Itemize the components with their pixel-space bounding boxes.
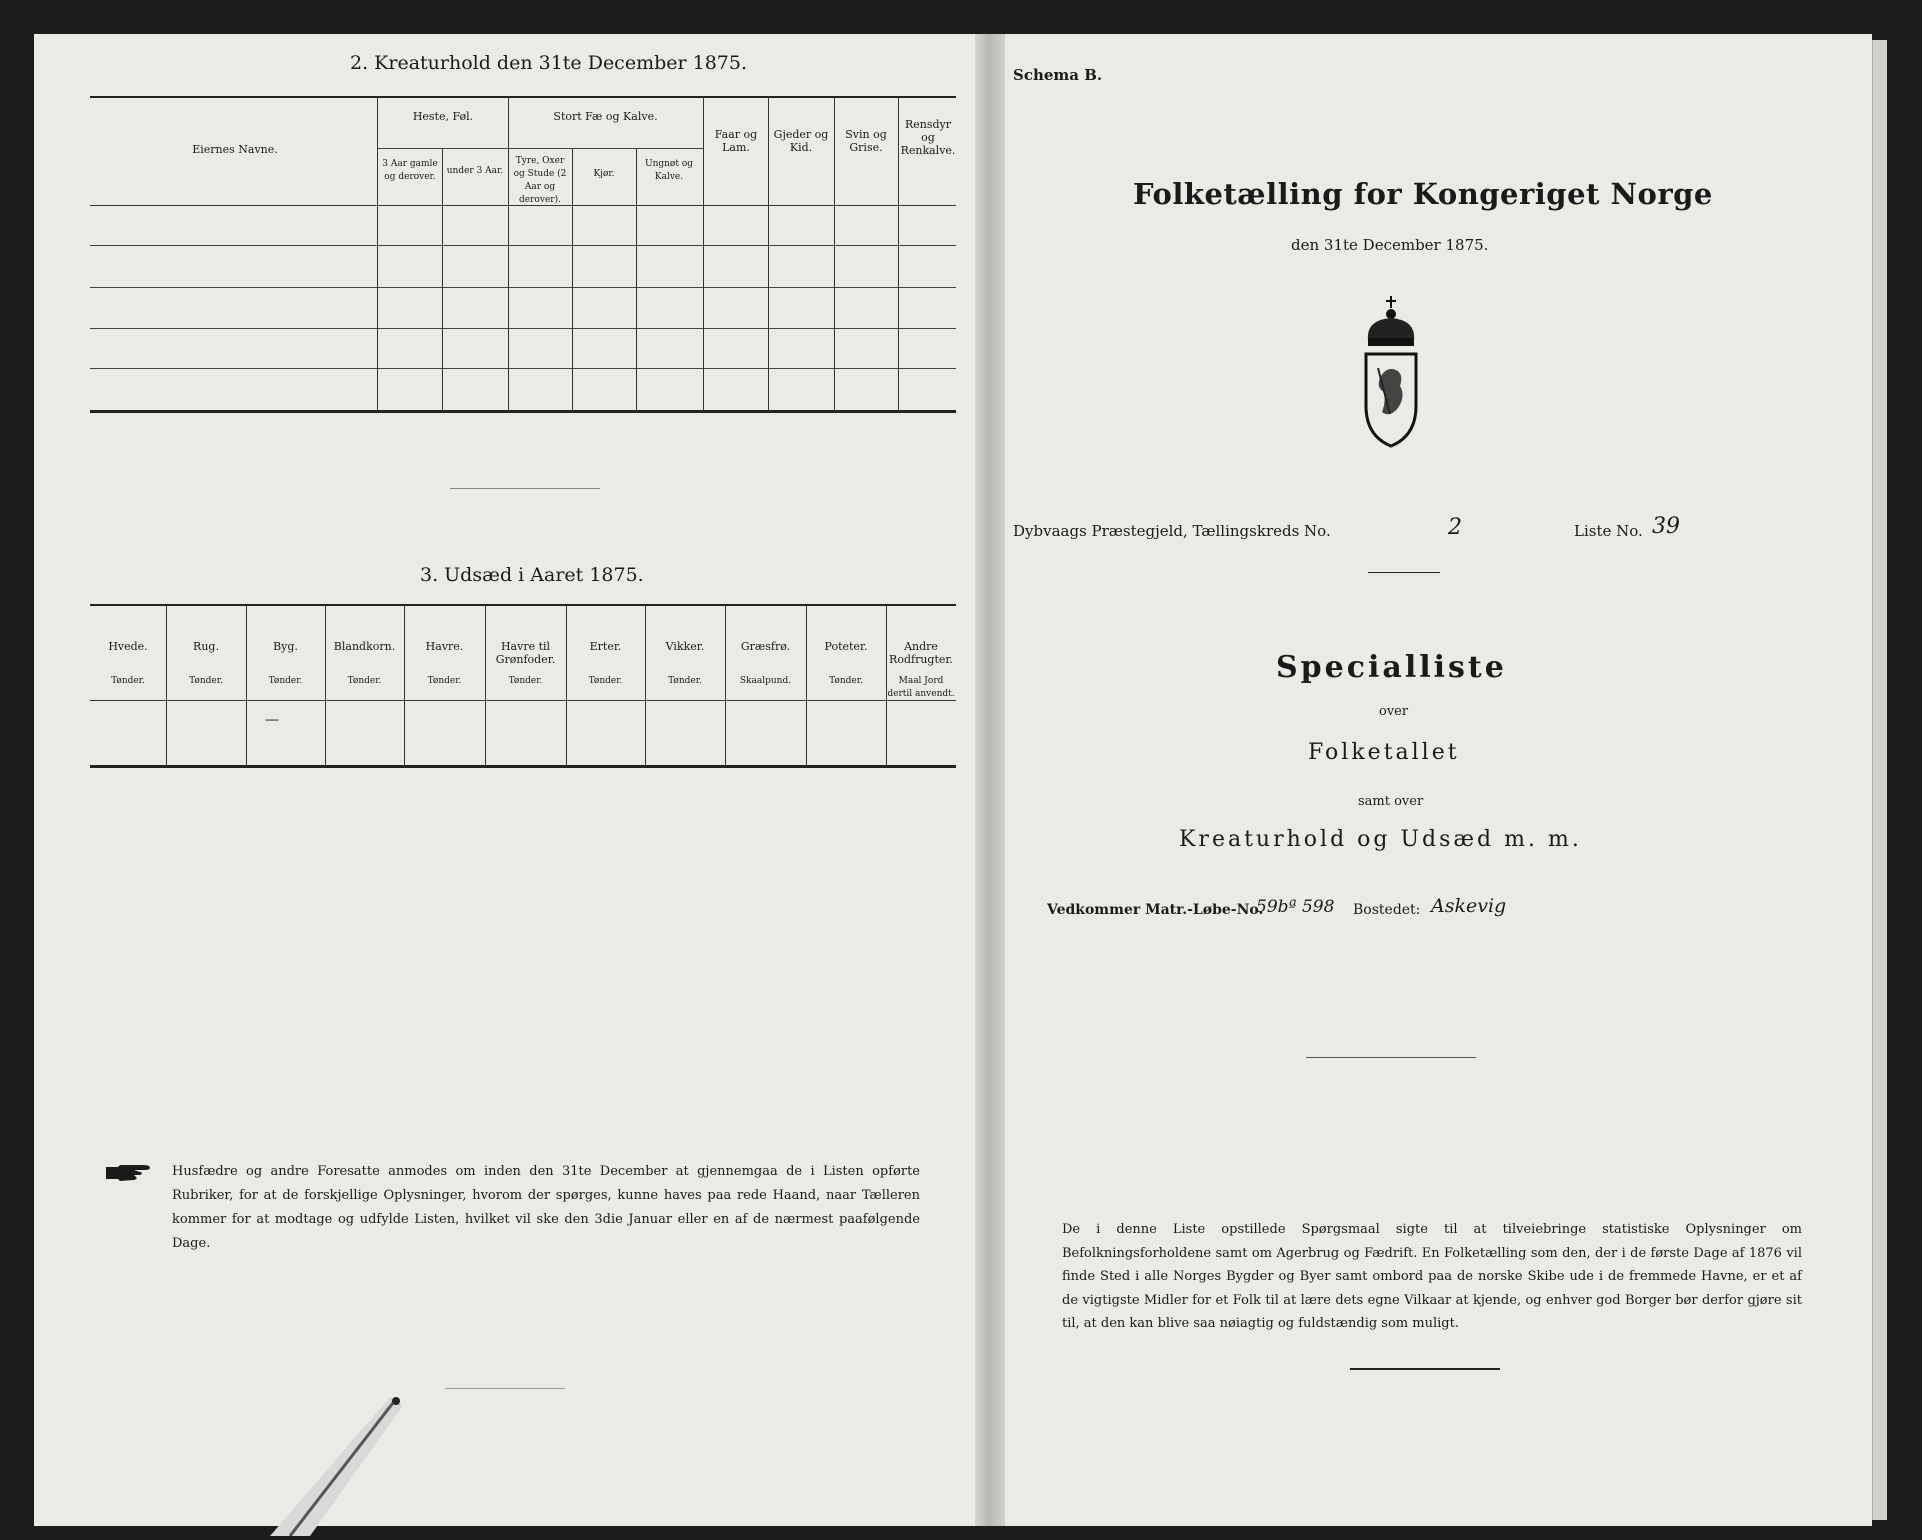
seed-col-unit: Skaalpund. bbox=[739, 676, 792, 686]
seed-col-unit: Tønder. bbox=[668, 676, 702, 686]
seed-col-unit: Tønder. bbox=[189, 676, 223, 686]
pen-tip-icon bbox=[250, 1385, 410, 1536]
seed-col-name: Byg. bbox=[273, 640, 298, 653]
horses-col-1: 3 Aar gamle og derover. bbox=[382, 159, 438, 182]
cattle-col-2: Kjør. bbox=[593, 169, 615, 179]
schema-label: Schema B. bbox=[1013, 66, 1103, 84]
list-label: Liste No. bbox=[1574, 522, 1643, 540]
purpose-paragraph: De i denne Liste opstillede Spørgsmaal sigte til at tilveiebringe statistiske Oplysninger om Befolkningsforholdene samt om Agerbrug og Fædrift. En Folketælling som den, der i de første Dage af 1876 vil finde Sted i alle Norges Bygder og Byer samt ombord paa de norske Skibe ude i de fremmede Havne, er et af de vigtigste Midler for et Folk til at lære dets egne Vilkaar at kjende, og enhver god Borger bør derfor gjøre sit til, at den kan blive saa nøiagtig og fuldstændig som muligt. bbox=[1062, 1222, 1802, 1331]
section2-title: 2. Kreaturhold den 31te December 1875. bbox=[350, 52, 748, 74]
section3-title: 3. Udsæd i Aaret 1875. bbox=[420, 564, 644, 586]
goats-header: Gjeder og Kid. bbox=[773, 128, 829, 154]
seed-col-unit: Tønder. bbox=[588, 676, 623, 686]
census-title: Folketælling for Kongeriget Norge bbox=[1133, 177, 1713, 211]
list-number: 39 bbox=[1652, 514, 1680, 539]
district-number: 2 bbox=[1448, 515, 1462, 540]
seed-col-name: Rug. bbox=[193, 640, 219, 653]
samt-over-label: samt over bbox=[1358, 794, 1424, 809]
bosted-label: Bostedet: bbox=[1353, 902, 1421, 918]
seed-col-unit: Tønder. bbox=[829, 676, 863, 686]
seed-col-unit: Tønder. bbox=[111, 676, 145, 686]
special-list-title: Specialliste bbox=[1276, 650, 1507, 685]
pigs-header: Svin og Grise. bbox=[845, 128, 887, 154]
population-title: Folketallet bbox=[1308, 740, 1460, 765]
seed-col-name: Blandkorn. bbox=[333, 640, 396, 653]
sheep-header: Faar og Lam. bbox=[714, 128, 758, 154]
horses-header: Heste, Føl. bbox=[412, 110, 474, 123]
matr-label: Vedkommer Matr.-Løbe-No. bbox=[1047, 902, 1264, 918]
bosted-value: Askevig bbox=[1431, 895, 1507, 917]
cattle-header: Stort Fæ og Kalve. bbox=[553, 110, 658, 123]
cattle-col-1: Tyre, Oxer og Stude (2 Aar og derover). bbox=[513, 156, 567, 205]
seed-col-unit: Tønder. bbox=[268, 676, 303, 686]
book-spine bbox=[975, 34, 1005, 1526]
seed-col-name: Græsfrø. bbox=[740, 640, 791, 653]
seed-col-unit: Tønder. bbox=[347, 676, 382, 686]
divider-rule bbox=[450, 488, 600, 489]
reindeer-header: Rensdyr og Renkalve. bbox=[900, 118, 956, 157]
seed-col-name: Havre til Grønfoder. bbox=[495, 640, 556, 666]
seed-col-unit: Maal Jord dertil anvendt. bbox=[887, 676, 955, 699]
seed-col-name: Andre Rodfrugter. bbox=[889, 640, 953, 666]
norway-coat-of-arms-icon bbox=[1356, 296, 1426, 448]
notice-text: Husfædre og andre Foresatte anmodes om inden den 31te December at gjennemgaa de i Listen opførte Rubriker, for at de forskjellige Oplysninger, hvorom der spørges, kunne haves paa rede Haand, naar Tælleren kommer for at modtage og udfylde Listen, hvilket vil ske den 3die Januar eller en af de nærmest paafølgende Dage. bbox=[172, 1164, 920, 1251]
matr-value: 59bª 598 bbox=[1256, 897, 1335, 917]
seed-col-name: Erter. bbox=[589, 640, 622, 653]
seed-col-unit: Tønder. bbox=[508, 676, 543, 686]
cattle-col-3: Ungnøt og Kalve. bbox=[644, 159, 693, 182]
seed-col-unit: Tønder. bbox=[427, 676, 462, 686]
owner-name-header: Eiernes Navne. bbox=[192, 143, 278, 156]
seed-col-name: Poteter. bbox=[824, 640, 868, 653]
horses-col-2: under 3 Aar. bbox=[446, 166, 504, 176]
census-date: den 31te December 1875. bbox=[1291, 236, 1489, 254]
pointing-hand-icon bbox=[104, 1161, 156, 1185]
parish-label: Dybvaags Præstegjeld, Tællingskreds No. bbox=[1013, 522, 1331, 540]
over-label: over bbox=[1379, 704, 1409, 719]
livestock-title: Kreaturhold og Udsæd m. m. bbox=[1179, 827, 1582, 852]
seed-col-name: Vikker. bbox=[665, 640, 705, 653]
seed-col-name: Hvede. bbox=[108, 640, 148, 653]
seed-dash: — bbox=[265, 712, 279, 728]
left-page bbox=[34, 34, 990, 1526]
seed-col-name: Havre. bbox=[425, 640, 464, 653]
